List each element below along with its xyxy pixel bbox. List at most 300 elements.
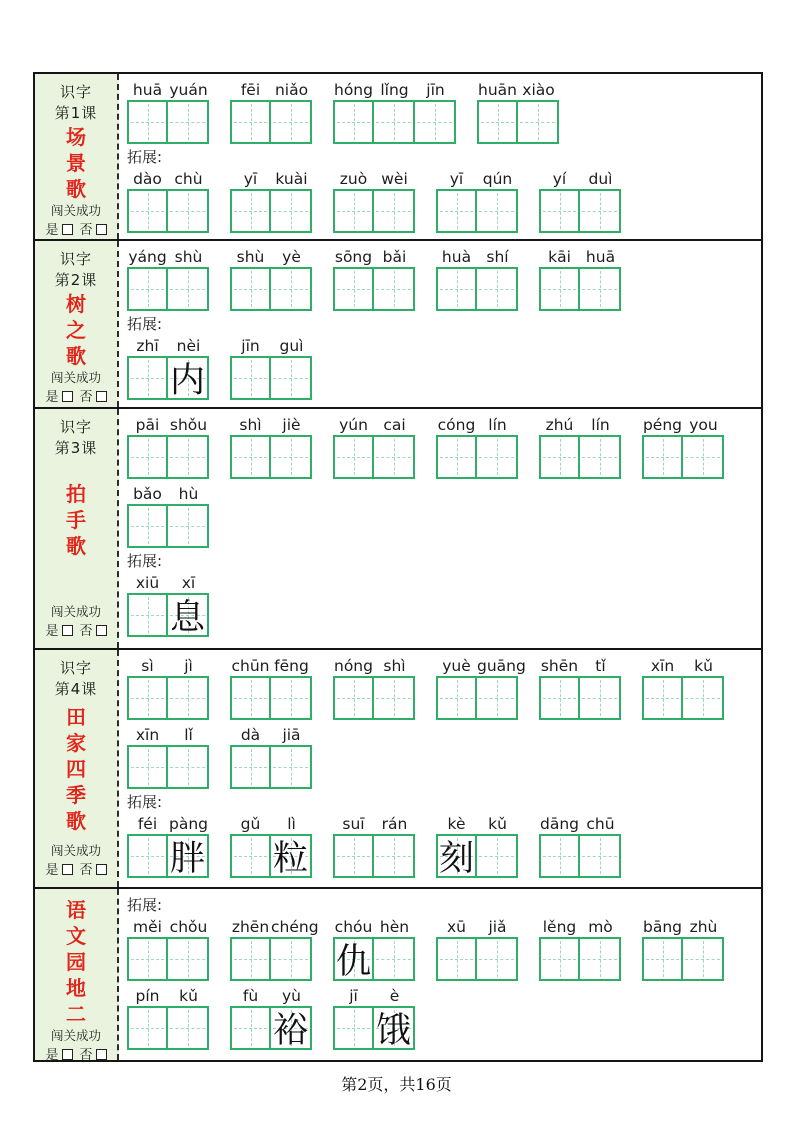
yes-checkbox bbox=[62, 625, 73, 636]
writing-cell bbox=[333, 189, 374, 233]
writing-cell bbox=[580, 267, 621, 311]
writing-cell bbox=[168, 676, 209, 720]
pinyin-syllable: kǔ bbox=[694, 657, 713, 675]
word-group bbox=[230, 245, 312, 311]
writing-grid bbox=[127, 189, 209, 233]
yes-label: 是 bbox=[45, 1048, 59, 1063]
pinyin-syllable: bǎo bbox=[133, 485, 162, 503]
word-group bbox=[127, 571, 209, 637]
pinyin-syllable: shù bbox=[236, 248, 265, 266]
pinyin-row bbox=[127, 482, 209, 504]
writing-cell bbox=[374, 1006, 415, 1050]
lesson-title-char: 田 bbox=[66, 705, 86, 729]
expansion-label: 拓展: bbox=[127, 896, 163, 914]
writing-cell bbox=[271, 937, 312, 981]
writing-grid bbox=[436, 834, 518, 878]
pinyin-syllable: dà bbox=[240, 726, 261, 744]
word-group bbox=[539, 915, 621, 981]
handwritten-character: 刻 bbox=[438, 839, 474, 879]
pinyin-syllable: jiǎ bbox=[488, 918, 507, 936]
pinyin-syllable: yí bbox=[552, 170, 567, 188]
lesson-title-char: 之 bbox=[66, 318, 86, 342]
no-checkbox bbox=[96, 1049, 107, 1060]
pinyin-syllable: huā bbox=[585, 248, 616, 266]
yes-checkbox bbox=[62, 391, 73, 402]
writing-cell bbox=[333, 676, 374, 720]
writing-grid bbox=[230, 267, 312, 311]
writing-grid bbox=[333, 100, 456, 144]
writing-grid bbox=[436, 267, 518, 311]
yes-label: 是 bbox=[45, 863, 59, 878]
pinyin-syllable: yún bbox=[339, 416, 368, 434]
writing-cell bbox=[271, 834, 312, 878]
writing-grid bbox=[436, 676, 518, 720]
handwritten-character: 饿 bbox=[375, 1011, 411, 1051]
word-group bbox=[127, 654, 209, 720]
writing-grid bbox=[127, 1006, 209, 1050]
writing-cell bbox=[477, 676, 518, 720]
writing-cell bbox=[271, 356, 312, 400]
pinyin-syllable: zhù bbox=[689, 918, 718, 936]
pinyin-syllable: jī bbox=[349, 987, 358, 1005]
writing-cell bbox=[168, 189, 209, 233]
word-group bbox=[127, 167, 209, 233]
pinyin-syllable: péng bbox=[642, 416, 683, 434]
writing-grid bbox=[127, 834, 209, 878]
pass-block bbox=[45, 1027, 106, 1065]
pinyin-row bbox=[333, 413, 415, 435]
writing-cell bbox=[230, 267, 271, 311]
pinyin-syllable: zhú bbox=[545, 416, 574, 434]
writing-grid bbox=[539, 937, 621, 981]
word-group bbox=[333, 78, 456, 144]
word-group bbox=[333, 654, 415, 720]
word-group bbox=[230, 78, 312, 144]
course-label-line: 识字 bbox=[59, 83, 92, 101]
writing-cell bbox=[168, 937, 209, 981]
lesson-title-char: 歌 bbox=[66, 177, 86, 201]
writing-cell bbox=[333, 1006, 374, 1050]
course-label-line: 识字 bbox=[59, 418, 92, 436]
course-label-line: 第4课 bbox=[54, 680, 98, 698]
pinyin-syllable: yī bbox=[243, 170, 258, 188]
word-group bbox=[436, 812, 518, 878]
word-group bbox=[539, 654, 621, 720]
course-label bbox=[55, 417, 98, 459]
handwritten-character: 胖 bbox=[169, 839, 205, 879]
writing-grid bbox=[127, 676, 209, 720]
pinyin-syllable: zhēn bbox=[231, 918, 270, 936]
pinyin-row bbox=[230, 413, 312, 435]
word-group bbox=[127, 984, 209, 1050]
yes-label: 是 bbox=[45, 223, 59, 238]
pinyin-syllable: bǎi bbox=[382, 248, 407, 266]
pass-label: 闯关成功 bbox=[50, 843, 101, 858]
pinyin-syllable: shí bbox=[486, 248, 509, 266]
writing-grid bbox=[642, 435, 724, 479]
pinyin-row bbox=[642, 654, 724, 676]
pinyin-row bbox=[333, 654, 415, 676]
writing-cell bbox=[271, 435, 312, 479]
pinyin-syllable: guì bbox=[279, 337, 304, 355]
no-label: 否 bbox=[79, 390, 93, 405]
pinyin-row bbox=[127, 654, 209, 676]
writing-grid bbox=[127, 504, 209, 548]
word-group bbox=[539, 413, 621, 479]
pinyin-row bbox=[539, 812, 621, 834]
writing-cell bbox=[127, 745, 168, 789]
pinyin-row bbox=[436, 915, 518, 937]
pinyin-syllable: rán bbox=[381, 815, 408, 833]
pinyin-row bbox=[436, 245, 518, 267]
writing-cell bbox=[127, 100, 168, 144]
word-row bbox=[127, 654, 761, 720]
pinyin-syllable: zuò bbox=[339, 170, 368, 188]
pinyin-syllable: yuán bbox=[169, 81, 208, 99]
pinyin-syllable: chù bbox=[174, 170, 203, 188]
writing-cell bbox=[436, 937, 477, 981]
lesson-title bbox=[66, 124, 86, 202]
lesson-title-char: 歌 bbox=[66, 344, 86, 368]
writing-cell bbox=[683, 435, 724, 479]
writing-cell bbox=[230, 676, 271, 720]
pinyin-syllable: chǒu bbox=[169, 918, 208, 936]
lesson-title-char: 拍 bbox=[66, 482, 86, 506]
pinyin-syllable: shǒu bbox=[169, 416, 208, 434]
pinyin-row bbox=[539, 654, 621, 676]
writing-cell bbox=[333, 267, 374, 311]
writing-cell bbox=[271, 267, 312, 311]
pinyin-syllable: sì bbox=[141, 657, 154, 675]
word-group bbox=[436, 654, 526, 720]
lesson-content bbox=[119, 889, 761, 1060]
pinyin-syllable: pāi bbox=[135, 416, 160, 434]
pass-label: 闯关成功 bbox=[50, 604, 101, 619]
pinyin-row bbox=[230, 78, 312, 100]
word-group bbox=[127, 245, 209, 311]
pass-label: 闯关成功 bbox=[50, 370, 101, 385]
writing-grid bbox=[230, 745, 312, 789]
pinyin-syllable: nèi bbox=[176, 337, 201, 355]
pinyin-syllable: lì bbox=[287, 815, 296, 833]
writing-grid bbox=[127, 356, 209, 400]
word-group bbox=[436, 167, 518, 233]
writing-grid bbox=[127, 100, 209, 144]
pinyin-syllable: xiū bbox=[135, 574, 160, 592]
pinyin-row bbox=[436, 654, 526, 676]
word-group bbox=[436, 413, 518, 479]
writing-cell bbox=[580, 937, 621, 981]
pinyin-row bbox=[539, 245, 621, 267]
page-footer: 第2页，共16页 bbox=[341, 1075, 452, 1094]
writing-grid bbox=[436, 189, 518, 233]
pinyin-syllable: yè bbox=[282, 248, 301, 266]
writing-cell bbox=[168, 100, 209, 144]
writing-cell bbox=[168, 834, 209, 878]
lesson-title bbox=[66, 481, 86, 559]
word-group bbox=[230, 723, 312, 789]
writing-cell bbox=[518, 100, 559, 144]
writing-grid bbox=[436, 937, 518, 981]
pinyin-syllable: guāng bbox=[477, 657, 526, 675]
writing-cell bbox=[127, 189, 168, 233]
pinyin-syllable: kāi bbox=[548, 248, 571, 266]
lesson-content bbox=[119, 409, 761, 648]
word-group bbox=[230, 915, 319, 981]
writing-cell bbox=[683, 676, 724, 720]
lesson-title-char: 景 bbox=[66, 151, 86, 175]
writing-cell bbox=[642, 937, 683, 981]
writing-grid bbox=[230, 356, 312, 400]
pinyin-syllable: chū bbox=[586, 815, 615, 833]
writing-cell bbox=[374, 189, 415, 233]
writing-cell bbox=[683, 937, 724, 981]
word-group bbox=[127, 723, 209, 789]
pinyin-syllable: dāng bbox=[540, 815, 579, 833]
writing-cell bbox=[642, 435, 683, 479]
word-group bbox=[642, 654, 724, 720]
course-label bbox=[55, 249, 98, 291]
yes-checkbox bbox=[62, 864, 73, 875]
pinyin-row bbox=[539, 167, 621, 189]
pinyin-syllable: huān bbox=[478, 81, 517, 99]
pinyin-syllable: gǔ bbox=[240, 815, 261, 833]
word-group bbox=[230, 167, 312, 233]
pinyin-syllable: chéng bbox=[271, 918, 319, 936]
pinyin-syllable: yù bbox=[282, 987, 301, 1005]
pinyin-syllable: xiào bbox=[522, 81, 555, 99]
pass-options bbox=[45, 389, 106, 407]
pinyin-row bbox=[127, 723, 209, 745]
lesson-section-lesson-1 bbox=[35, 74, 761, 239]
writing-grid bbox=[539, 267, 621, 311]
writing-grid bbox=[333, 937, 415, 981]
writing-cell bbox=[477, 100, 518, 144]
pass-options bbox=[45, 862, 106, 880]
course-label bbox=[55, 82, 98, 124]
writing-grid bbox=[127, 937, 209, 981]
word-group bbox=[333, 812, 415, 878]
word-group bbox=[436, 915, 518, 981]
pinyin-syllable: féi bbox=[137, 815, 158, 833]
writing-cell bbox=[127, 356, 168, 400]
writing-grid bbox=[642, 676, 724, 720]
writing-cell bbox=[539, 189, 580, 233]
writing-grid bbox=[127, 435, 209, 479]
lesson-title-char: 歌 bbox=[66, 809, 86, 833]
writing-cell bbox=[271, 745, 312, 789]
writing-cell bbox=[168, 267, 209, 311]
pinyin-row bbox=[127, 413, 209, 435]
pinyin-syllable: dào bbox=[133, 170, 162, 188]
word-row bbox=[127, 723, 761, 789]
word-group bbox=[333, 984, 415, 1050]
writing-cell bbox=[168, 1006, 209, 1050]
writing-cell bbox=[168, 356, 209, 400]
pinyin-row bbox=[127, 167, 209, 189]
pinyin-syllable: jiè bbox=[282, 416, 301, 434]
pass-options bbox=[45, 1047, 106, 1065]
writing-cell bbox=[230, 100, 271, 144]
writing-cell bbox=[477, 435, 518, 479]
lesson-title bbox=[66, 897, 86, 1027]
pinyin-row bbox=[436, 413, 518, 435]
pinyin-row bbox=[333, 245, 415, 267]
lesson-content bbox=[119, 74, 761, 239]
pinyin-syllable: jīn bbox=[426, 81, 445, 99]
writing-cell bbox=[374, 100, 415, 144]
expansion-label: 拓展: bbox=[127, 793, 163, 811]
writing-cell bbox=[333, 937, 374, 981]
writing-cell bbox=[477, 937, 518, 981]
pinyin-row bbox=[333, 78, 456, 100]
writing-cell bbox=[168, 504, 209, 548]
writing-grid bbox=[333, 834, 415, 878]
pinyin-syllable: měi bbox=[133, 918, 162, 936]
pinyin-row bbox=[127, 78, 209, 100]
pinyin-row bbox=[127, 915, 209, 937]
writing-cell bbox=[539, 676, 580, 720]
writing-cell bbox=[168, 435, 209, 479]
pinyin-syllable: lín bbox=[488, 416, 507, 434]
word-row bbox=[127, 167, 761, 233]
pinyin-syllable: kè bbox=[447, 815, 466, 833]
pinyin-syllable: shēn bbox=[540, 657, 579, 675]
lesson-title-char: 树 bbox=[66, 292, 86, 316]
writing-cell bbox=[436, 267, 477, 311]
pinyin-syllable: zhī bbox=[136, 337, 159, 355]
pass-block bbox=[45, 603, 106, 641]
pinyin-syllable: chūn bbox=[231, 657, 270, 675]
handwritten-character: 仇 bbox=[335, 942, 371, 982]
pinyin-syllable: fēi bbox=[240, 81, 261, 99]
writing-cell bbox=[127, 834, 168, 878]
lesson-section-lesson-2 bbox=[35, 239, 761, 407]
word-group bbox=[230, 654, 312, 720]
writing-grid bbox=[230, 100, 312, 144]
writing-grid bbox=[230, 189, 312, 233]
lesson-title bbox=[66, 291, 86, 369]
writing-cell bbox=[374, 937, 415, 981]
writing-cell bbox=[230, 435, 271, 479]
writing-cell bbox=[436, 834, 477, 878]
writing-grid bbox=[333, 1006, 415, 1050]
pinyin-syllable: sōng bbox=[334, 248, 373, 266]
writing-cell bbox=[127, 593, 168, 637]
yes-checkbox bbox=[62, 1049, 73, 1060]
pinyin-row bbox=[539, 413, 621, 435]
writing-cell bbox=[127, 435, 168, 479]
course-label-line: 第3课 bbox=[54, 439, 98, 457]
pinyin-syllable: qún bbox=[482, 170, 513, 188]
course-label-line: 识字 bbox=[59, 250, 92, 268]
pinyin-row bbox=[230, 915, 319, 937]
pass-block bbox=[45, 369, 106, 407]
word-group bbox=[436, 245, 518, 311]
pinyin-syllable: yáng bbox=[128, 248, 167, 266]
pinyin-syllable: xū bbox=[447, 918, 466, 936]
writing-cell bbox=[230, 1006, 271, 1050]
pinyin-syllable: xīn bbox=[650, 657, 675, 675]
pinyin-syllable: lín bbox=[591, 416, 610, 434]
writing-cell bbox=[271, 1006, 312, 1050]
writing-cell bbox=[127, 267, 168, 311]
word-group bbox=[642, 915, 724, 981]
word-row bbox=[127, 482, 761, 548]
word-row bbox=[127, 571, 761, 637]
writing-cell bbox=[436, 435, 477, 479]
writing-cell bbox=[580, 676, 621, 720]
writing-cell bbox=[436, 189, 477, 233]
writing-grid bbox=[333, 676, 415, 720]
lesson-title-char: 歌 bbox=[66, 534, 86, 558]
pinyin-row bbox=[642, 413, 724, 435]
pinyin-syllable: xīn bbox=[135, 726, 160, 744]
pass-block bbox=[45, 842, 106, 880]
no-label: 否 bbox=[79, 624, 93, 639]
writing-cell bbox=[539, 937, 580, 981]
word-row bbox=[127, 334, 761, 400]
handwritten-character: 内 bbox=[169, 361, 205, 401]
pinyin-syllable: cai bbox=[383, 416, 406, 434]
word-group bbox=[230, 812, 312, 878]
writing-cell bbox=[477, 834, 518, 878]
pass-options bbox=[45, 623, 106, 641]
lesson-title-char: 季 bbox=[66, 783, 86, 807]
pinyin-syllable: pín bbox=[135, 987, 160, 1005]
pinyin-syllable: jīn bbox=[241, 337, 260, 355]
lesson-title-char: 手 bbox=[66, 508, 86, 532]
handwritten-character: 裕 bbox=[272, 1011, 308, 1051]
lesson-sidebar bbox=[35, 650, 119, 887]
writing-grid bbox=[539, 676, 621, 720]
pinyin-syllable: chóu bbox=[334, 918, 373, 936]
pinyin-syllable: è bbox=[389, 987, 400, 1005]
writing-cell bbox=[374, 435, 415, 479]
word-group bbox=[127, 915, 209, 981]
word-group bbox=[333, 413, 415, 479]
word-group bbox=[539, 245, 621, 311]
handwritten-character: 粒 bbox=[272, 839, 308, 879]
pass-options bbox=[45, 222, 106, 240]
lesson-content bbox=[119, 650, 761, 887]
writing-grid bbox=[230, 1006, 312, 1050]
pinyin-row bbox=[230, 334, 312, 356]
pinyin-syllable: kǔ bbox=[179, 987, 198, 1005]
lesson-sidebar bbox=[35, 74, 119, 239]
word-group bbox=[333, 915, 415, 981]
writing-cell bbox=[271, 100, 312, 144]
word-group bbox=[230, 413, 312, 479]
lesson-sidebar bbox=[35, 241, 119, 407]
word-group bbox=[333, 245, 415, 311]
pinyin-syllable: tǐ bbox=[595, 657, 606, 675]
word-group bbox=[333, 167, 415, 233]
no-checkbox bbox=[96, 224, 107, 235]
pinyin-syllable: xī bbox=[181, 574, 196, 592]
writing-grid bbox=[230, 937, 312, 981]
writing-grid bbox=[539, 189, 621, 233]
lesson-section-garden-2 bbox=[35, 887, 761, 1063]
word-row bbox=[127, 984, 761, 1050]
writing-cell bbox=[127, 1006, 168, 1050]
writing-grid bbox=[230, 435, 312, 479]
writing-cell bbox=[580, 834, 621, 878]
pinyin-syllable: niǎo bbox=[274, 81, 309, 99]
writing-cell bbox=[415, 100, 456, 144]
writing-grid bbox=[333, 435, 415, 479]
pinyin-syllable: kǔ bbox=[488, 815, 507, 833]
